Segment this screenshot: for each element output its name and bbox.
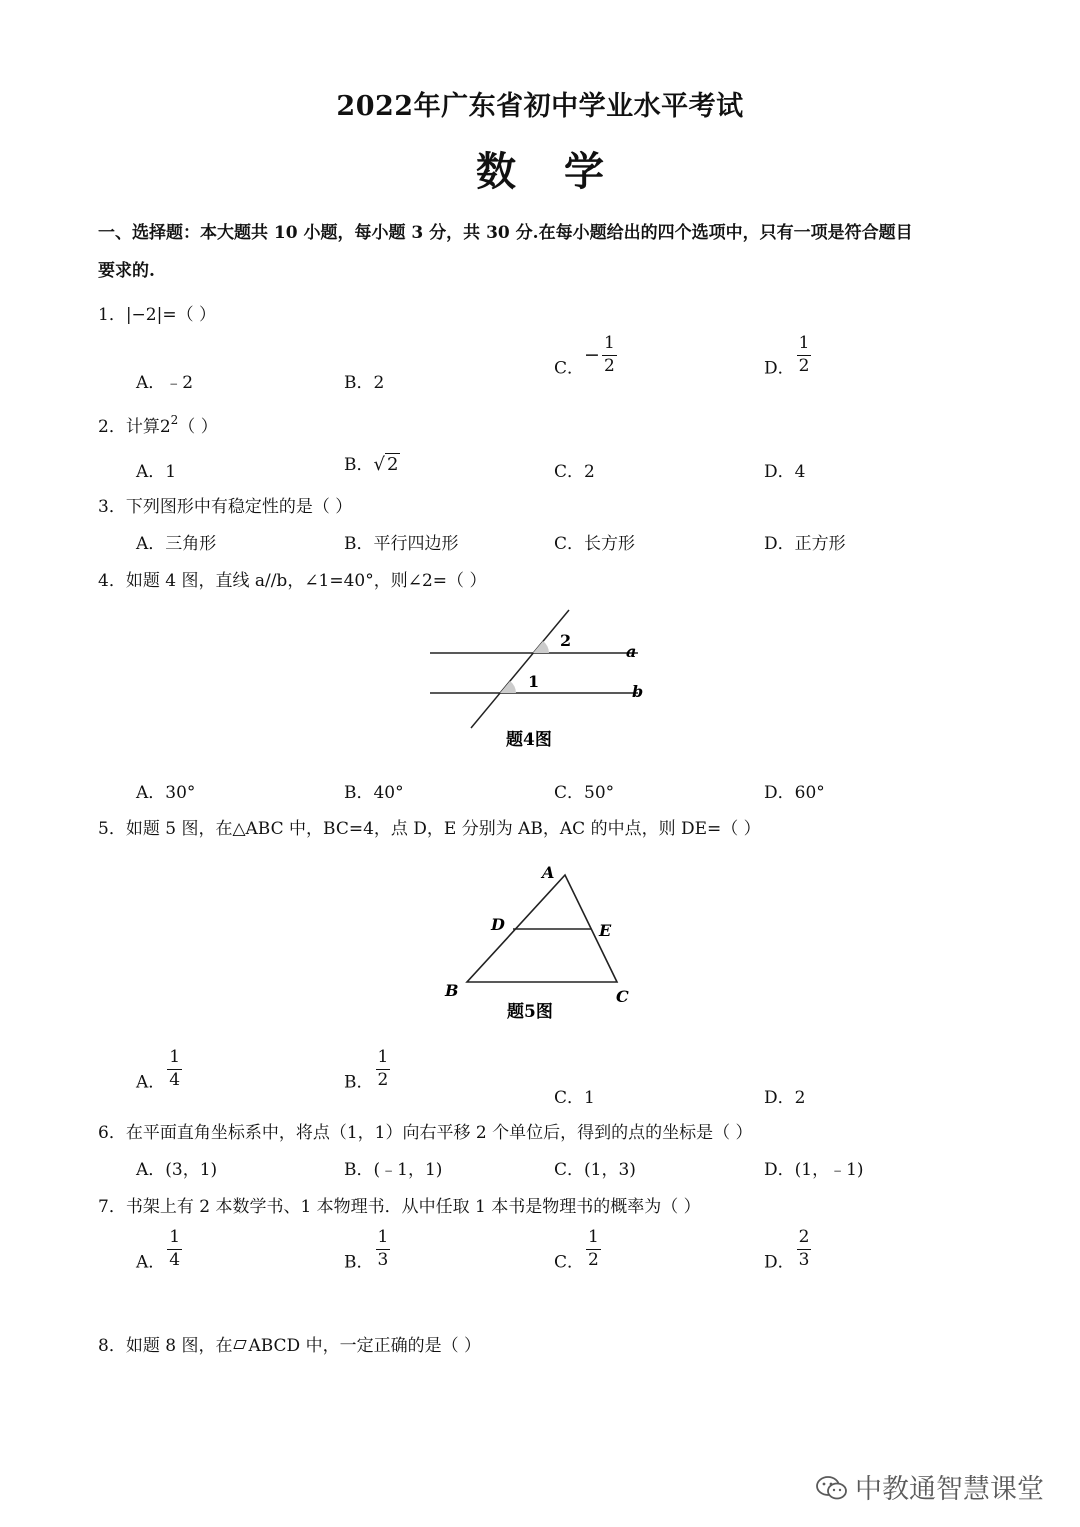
fig4-transversal [471, 610, 572, 728]
q4-option-d: D．60° [764, 783, 825, 803]
q7-d-fraction [797, 1228, 812, 1270]
q4-option-c: C．50° [554, 783, 615, 803]
q7-option-d [764, 1228, 813, 1273]
q1-expression: |−2|= [125, 305, 177, 325]
q1-option-a: A．﹣2 [136, 373, 194, 393]
q5-b-label: B． [344, 1072, 374, 1093]
q7-c-numerator: 1 [586, 1228, 601, 1250]
section-heading-line1: 一、选择题：本大题共 10 小题，每小题 3 分，共 30 分.在每小题给出的四个选项中，只有一项是符合题目 [98, 223, 913, 243]
watermark [815, 1467, 1044, 1506]
q5-a-numerator: 1 [167, 1048, 182, 1070]
section-heading-line2: 要求的. [98, 261, 155, 281]
q6-option-b: B．(﹣1，1) [344, 1160, 443, 1180]
q2-text: 2．计算 [98, 417, 160, 437]
q5-b-fraction [376, 1048, 391, 1090]
q1-option-c [554, 334, 619, 379]
question-2 [98, 412, 218, 437]
q7-b-denominator: 3 [377, 1249, 389, 1270]
q6-option-d: D．(1，﹣1) [764, 1160, 864, 1180]
q5-b-denominator: 2 [377, 1069, 389, 1090]
q5-a-fraction [167, 1048, 182, 1090]
q7-a-denominator: 4 [169, 1249, 181, 1270]
question-8 [98, 1331, 481, 1356]
q4-option-b: B．40° [344, 783, 404, 803]
q5-option-a [136, 1048, 184, 1093]
q1-c-sign: − [584, 344, 600, 367]
q5-option-b [344, 1048, 392, 1093]
q1-d-label: D． [764, 358, 795, 379]
watermark-text: 中教通智慧课堂 [855, 1474, 1044, 1505]
q1-option-d [764, 334, 813, 379]
subject-title [0, 140, 1080, 197]
fig4-caption: 题4图 [506, 730, 552, 750]
question-3: 3．下列图形中有稳定性的是（ ） [98, 497, 353, 517]
q1-d-fraction [797, 334, 812, 376]
q2-b-label: B． [344, 455, 374, 475]
q5-option-d: D．2 [764, 1088, 806, 1108]
q7-c-label: C． [554, 1252, 585, 1273]
q2-base: 2 [159, 417, 171, 437]
fig5-label-b: B [445, 981, 459, 1000]
q1-number: 1． [98, 305, 126, 325]
q5-a-label: A． [136, 1072, 166, 1093]
exam-title: 2022年广东省初中学业水平考试 [336, 91, 744, 122]
q1-d-denominator: 2 [798, 355, 810, 376]
q3-option-d: D．正方形 [764, 534, 846, 554]
q2-option-a: A．1 [136, 462, 177, 482]
q2-option-d: D．4 [764, 462, 806, 482]
question-7: 7．书架上有 2 本数学书、1 本物理书．从中任取 1 本书是物理书的概率为（ ） [98, 1197, 701, 1217]
q2-b-sqrt [374, 453, 401, 475]
parallelogram-icon [234, 1340, 247, 1349]
q7-d-numerator: 2 [797, 1228, 812, 1250]
q7-a-fraction [167, 1228, 182, 1270]
q7-c-denominator: 2 [588, 1249, 599, 1270]
fig4-label-2: 2 [560, 631, 572, 650]
q1-c-fraction [602, 334, 617, 376]
wechat-icon [815, 1475, 849, 1501]
q1-blank: （ ） [176, 305, 216, 325]
q5-b-numerator: 1 [376, 1048, 391, 1070]
fig4-label-a: a [626, 642, 637, 661]
q2-b-radicand: 2 [386, 454, 399, 475]
fig4-label-1: 1 [528, 672, 540, 691]
q8-text-after: ABCD 中，一定正确的是（ ） [248, 1336, 481, 1356]
q7-option-b [344, 1228, 392, 1273]
q7-b-label: B． [344, 1252, 374, 1273]
fig5-label-c: C [616, 987, 629, 1006]
q3-option-c: C．长方形 [554, 534, 636, 554]
q7-a-label: A． [136, 1252, 166, 1273]
question-6: 6．在平面直角坐标系中，将点（1，1）向右平移 2 个单位后，得到的点的坐标是（ ） [98, 1123, 753, 1143]
question-5: 5．如题 5 图，在△ABC 中，BC=4，点 D，E 分别为 AB，AC 的中点，则 DE=（ ） [98, 819, 761, 839]
q1-c-label: C． [554, 358, 585, 379]
q6-option-c: C．(1，3) [554, 1160, 636, 1180]
q8-text-before: 8．如题 8 图，在 [98, 1336, 233, 1356]
q2-option-b [344, 450, 400, 475]
q1-c-denominator: 2 [603, 355, 615, 376]
fig5-label-a: A [542, 863, 555, 882]
q7-b-numerator: 1 [376, 1228, 391, 1250]
figure-5 [435, 860, 645, 1030]
fig5-caption: 题5图 [507, 1002, 553, 1022]
q5-option-c: C．1 [554, 1088, 595, 1108]
question-1 [98, 300, 216, 325]
q7-b-fraction [376, 1228, 391, 1270]
q2-blank: （ ） [178, 417, 218, 437]
q1-c-numerator: 1 [602, 334, 617, 356]
question-4: 4．如题 4 图，直线 a//b，∠1=40°，则∠2=（ ） [98, 571, 487, 591]
subject-char-1: 数 [476, 148, 516, 195]
q2-option-c: C．2 [554, 462, 595, 482]
q5-a-denominator: 4 [169, 1069, 181, 1090]
q6-option-a: A．(3，1) [136, 1160, 218, 1180]
q3-option-a: A．三角形 [136, 534, 217, 554]
q7-d-label: D． [764, 1252, 795, 1273]
q7-d-denominator: 3 [798, 1249, 810, 1270]
q7-option-c [554, 1228, 603, 1273]
q4-option-a: A．30° [136, 783, 196, 803]
fig4-label-b: b [632, 682, 644, 701]
subject-char-2: 学 [564, 148, 604, 195]
sqrt-sign-icon: √ [373, 454, 385, 475]
q1-option-b: B．2 [344, 373, 385, 393]
q7-c-fraction [586, 1228, 601, 1270]
q1-d-numerator: 1 [797, 334, 812, 356]
q2-exponent: 2 [170, 413, 179, 427]
fig5-label-d: D [491, 915, 505, 934]
q3-option-b: B．平行四边形 [344, 534, 459, 554]
q7-option-a [136, 1228, 184, 1273]
q7-a-numerator: 1 [167, 1228, 182, 1250]
fig5-label-e: E [599, 921, 612, 940]
figure-4 [420, 605, 660, 755]
